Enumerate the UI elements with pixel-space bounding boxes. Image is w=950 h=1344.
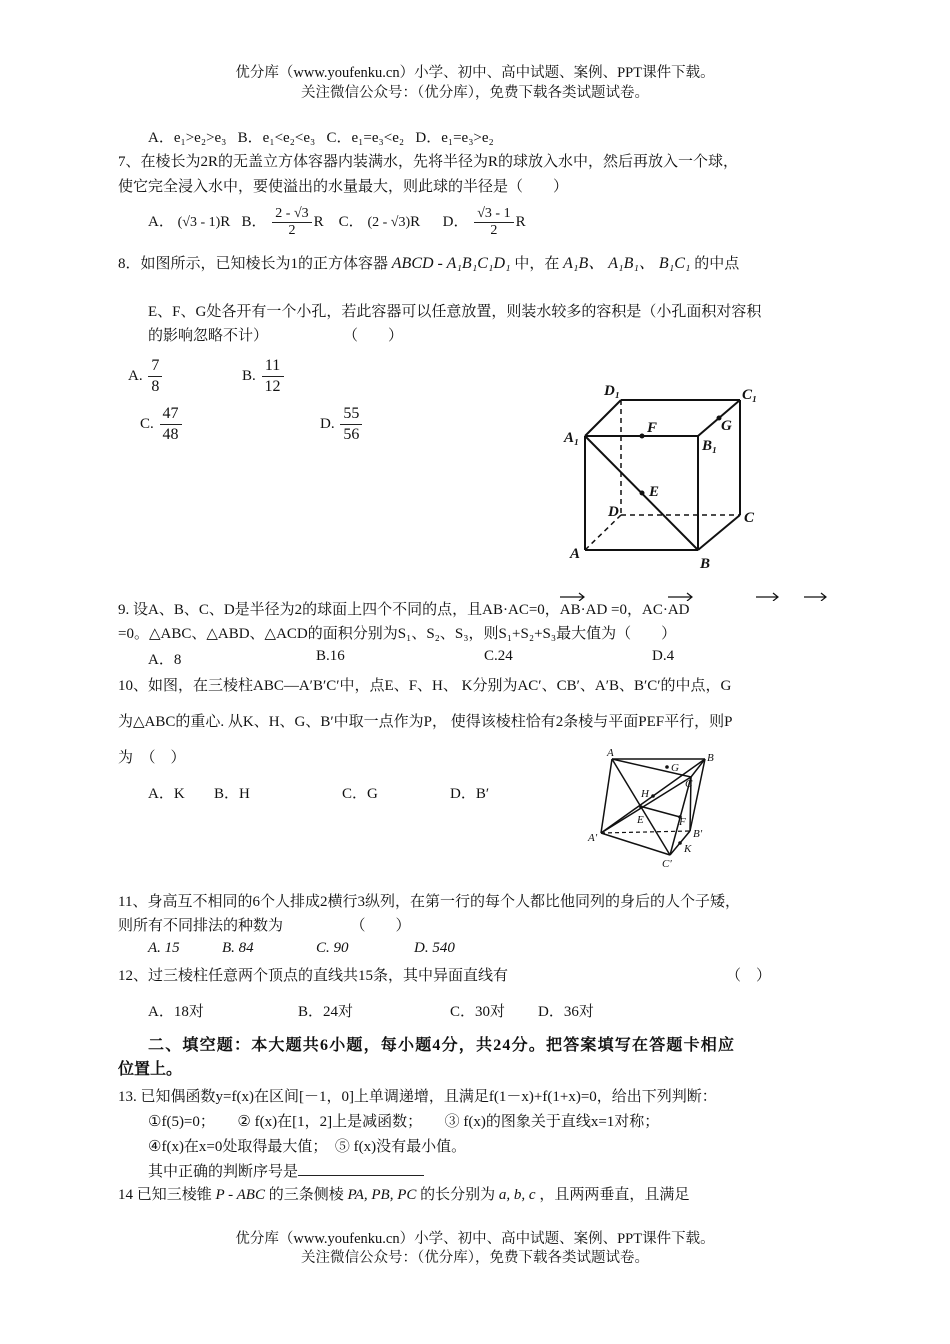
q8-cube-name: ABCD - A₁B₁C₁D₁ (391, 255, 511, 272)
footer-line-2: 关注微信公众号：（优分库），免费下载各类试题试卷。 (301, 1250, 649, 1266)
label-f: F (679, 816, 686, 828)
q8-option-d (320, 404, 364, 445)
label-g: G (721, 418, 732, 434)
q13-opt3: ③ f(x)的图象关于直线x=1对称； (444, 1114, 660, 1130)
q7-b-frac (272, 206, 311, 239)
footer-line-1: 优分库（www.youfenku.cn）小学、初中、高中试题、案例、PPT课件下载。 (235, 1231, 715, 1247)
label-b-prime: B′ (693, 828, 703, 840)
q6-option-d: D．e₁=e₃>e₂ (415, 130, 494, 146)
q14-pyramid: P - ABC (215, 1187, 265, 1203)
q13-ask: 其中正确的判断序号是 (148, 1164, 299, 1180)
q10-option-c: C．G (342, 786, 378, 802)
point-g2 (665, 765, 669, 769)
label-k: K (684, 843, 692, 855)
q6-option-a: A．e₁>e₂>e₃ (148, 130, 227, 146)
q14-mid: 的三条侧棱 (268, 1187, 344, 1203)
label-a1: A₁ (564, 430, 580, 446)
q7-d-label: D． (442, 214, 469, 230)
q10-option-b: B．H (214, 786, 250, 802)
q9-stem-1: 9. 设A、B、C、D是半径为2的球面上四个不同的点，且AB·AC=0，AB·AD =0，AC·AD (118, 602, 690, 618)
q8-cube-figure (560, 378, 770, 576)
q9-vector-arrows (558, 589, 838, 601)
q10-prism-figure (585, 745, 725, 870)
q13-opt2: ② f(x)在[1，2]上是减函数； (237, 1114, 423, 1130)
point-k (678, 841, 682, 845)
q8-stem-1 (118, 252, 832, 276)
q6-options (148, 126, 494, 147)
q7-d-frac (474, 206, 513, 239)
q8-a-den: 8 (151, 378, 160, 395)
q10-option-a: A．K (148, 786, 185, 802)
header-line-2: 关注微信公众号：（优分库），免费下载各类试题试卷。 (301, 85, 649, 101)
q7-d-num: √3 - 1 (474, 206, 513, 223)
q7-options (148, 202, 526, 243)
label-h: H (641, 788, 649, 800)
q13-line-1 (148, 1110, 659, 1131)
q14-stem (118, 1183, 832, 1207)
q14-abc: a, b, c (498, 1187, 536, 1203)
q10-option-d: D．B′ (450, 786, 490, 802)
q7-a-r: R (220, 214, 231, 230)
q7-d-r: R (515, 214, 526, 230)
q14-mid2: 的长分别为 (420, 1187, 496, 1203)
q8-b-label: B. (242, 367, 256, 384)
q13-line-2 (148, 1135, 466, 1156)
q13-stem: 13. 已知偶函数y=f(x)在区间[－1，0]上单调递增，且满足f(1－x)+f(1+x)=0，给出下列判断： (118, 1089, 717, 1105)
q14-post: ，且两两垂直，且满足 (539, 1187, 690, 1203)
q11-option-b: B. 84 (222, 940, 254, 956)
q7-a-expr: (√3 - 1) (177, 215, 221, 230)
label-b: B (700, 556, 711, 572)
label-a: A (570, 546, 581, 562)
header-line-1: 优分库（www.youfenku.cn）小学、初中、高中试题、案例、PPT课件下载。 (235, 65, 715, 81)
label-e: E (637, 814, 644, 826)
q7-b-den: 2 (288, 223, 296, 239)
q12-option-c: C．30对 (450, 1004, 506, 1020)
q10-stem-1: 10、如图，在三棱柱ABC—A′B′C′中，点E、F、H、 K分别为AC′、CB′、A′B、B′C′的中点，G (118, 678, 732, 694)
q10-stem-2: 为△ABC的重心. 从K、H、G、B′中取一点作为P， 使得该棱柱恰有2条棱与平面PEF平行，则P (118, 714, 733, 730)
label-d: D (608, 504, 619, 520)
q7-b-label: B． (241, 214, 267, 230)
point-e (640, 491, 645, 496)
q8-c-den: 48 (162, 426, 179, 443)
section2-title-2: 位置上。 (118, 1061, 183, 1078)
q11-option-a: A. 15 (148, 940, 180, 956)
label-b: B (707, 752, 714, 764)
label-c: C (744, 510, 755, 526)
q8-edges: A₁B、 A₁B₁、 B₁C₁ (563, 255, 691, 272)
q8-option-b (242, 356, 286, 397)
q8-c-label: C. (140, 415, 154, 432)
q8-b-frac (262, 356, 284, 397)
point-e2 (639, 805, 643, 809)
q9-stem-2: =0。△ABC、△ABD、△ACD的面积分别为S₁、S₂、S₃，则S₁+S₂+S₃最大值为（ ） (118, 626, 677, 642)
q8-d-label: D. (320, 415, 335, 432)
point-h (651, 794, 655, 798)
q12-option-d: D．36对 (538, 1004, 594, 1020)
q12-option-a: A．18对 (148, 1004, 204, 1020)
label-d1: D₁ (604, 383, 621, 399)
q7-c-r: R (410, 214, 421, 230)
q7-stem-2: 使它完全浸入水中，要使溢出的水量最大，则此球的半径是（ ） (118, 179, 569, 195)
q13-answer-blank[interactable] (298, 1161, 424, 1176)
q7-c-label: C． (338, 214, 364, 230)
q8-d-den: 56 (343, 426, 360, 443)
q8-c-frac (160, 404, 182, 445)
label-a: A (607, 747, 614, 759)
q8-a-frac (148, 356, 162, 397)
q8-mid1: 中，在 (514, 256, 560, 272)
q12-option-b: B．24对 (298, 1004, 354, 1020)
q8-b-den: 12 (264, 378, 281, 395)
label-c: C (685, 778, 693, 790)
q8-a-label: A. (128, 367, 143, 384)
label-b1: B₁ (702, 438, 718, 454)
q10-stem-3: 为 （ ） (118, 750, 186, 766)
q7-stem-1: 7、在棱长为2R的无盖立方体容器内装满水，先将半径为R的球放入水中，然后再放入一个球， (118, 154, 739, 170)
label-c1: C₁ (742, 387, 758, 403)
q8-d-frac (340, 404, 362, 445)
q8-a-num: 7 (148, 356, 162, 377)
q8-stem-pre: 8．如图所示，已知棱长为1的正方体容器 (118, 256, 389, 272)
q13-opt5: ⑤ f(x)没有最小值。 (334, 1139, 467, 1155)
q13-opt1: ①f(5)=0； (148, 1114, 215, 1130)
q13-ask-line (148, 1160, 424, 1181)
label-f: F (647, 420, 658, 436)
q11-stem-2: 则所有不同排法的种数为 （ ） (118, 918, 411, 934)
q8-mid2: 的中点 (694, 256, 740, 272)
q7-c-expr: (2 - √3) (367, 215, 411, 230)
q6-option-b: B．e₁<e₂<e₃ (237, 130, 316, 146)
q8-option-a (128, 356, 164, 397)
q11-stem-1: 11、身高互不相同的6个人排成2横行3纵列，在第一行的每个人都比他同列的身后的人个子矮， (118, 894, 740, 910)
q7-b-num: 2 - √3 (272, 206, 311, 223)
q12-paren: （ ） (726, 968, 772, 984)
label-e: E (649, 484, 660, 500)
q12-stem: 12、过三棱柱任意两个顶点的直线共15条，其中异面直线有 (118, 968, 509, 984)
label-g: G (671, 762, 679, 774)
q9-option-a: A．8 (148, 652, 182, 668)
q11-option-d: D. 540 (414, 940, 455, 956)
section2-title-1: 二、填空题：本大题共6小题，每小题4分，共24分。把答案填写在答题卡相应 (148, 1037, 736, 1054)
q8-b-num: 11 (262, 356, 284, 377)
q11-option-c: C. 90 (316, 940, 349, 956)
q14-edges: PA, PB, PC (347, 1187, 417, 1203)
q7-b-r: R (313, 214, 324, 230)
q9-option-b: B.16 (316, 648, 345, 664)
q14-pre: 14 已知三棱锥 (118, 1187, 212, 1203)
q9-option-c: C.24 (484, 648, 513, 664)
q9-option-d: D.4 (652, 648, 675, 664)
label-c-prime: C′ (662, 858, 672, 870)
q7-d-den: 2 (490, 223, 498, 239)
q7-a-label: A． (148, 214, 174, 230)
label-a-prime: A′ (588, 832, 598, 844)
q8-stem-2: E、F、G处各开有一个小孔，若此容器可以任意放置，则装水较多的容积是（小孔面积对容积 (148, 304, 762, 320)
q8-c-num: 47 (160, 404, 182, 425)
q8-d-num: 55 (340, 404, 362, 425)
q6-option-c: C．e₁=e₃<e₂ (326, 130, 405, 146)
q8-stem-3: 的影响忽略不计） （ ） (148, 328, 404, 344)
q13-opt4: ④f(x)在x=0处取得最大值； (148, 1139, 328, 1155)
point-f (640, 434, 645, 439)
q8-option-c (140, 404, 184, 445)
